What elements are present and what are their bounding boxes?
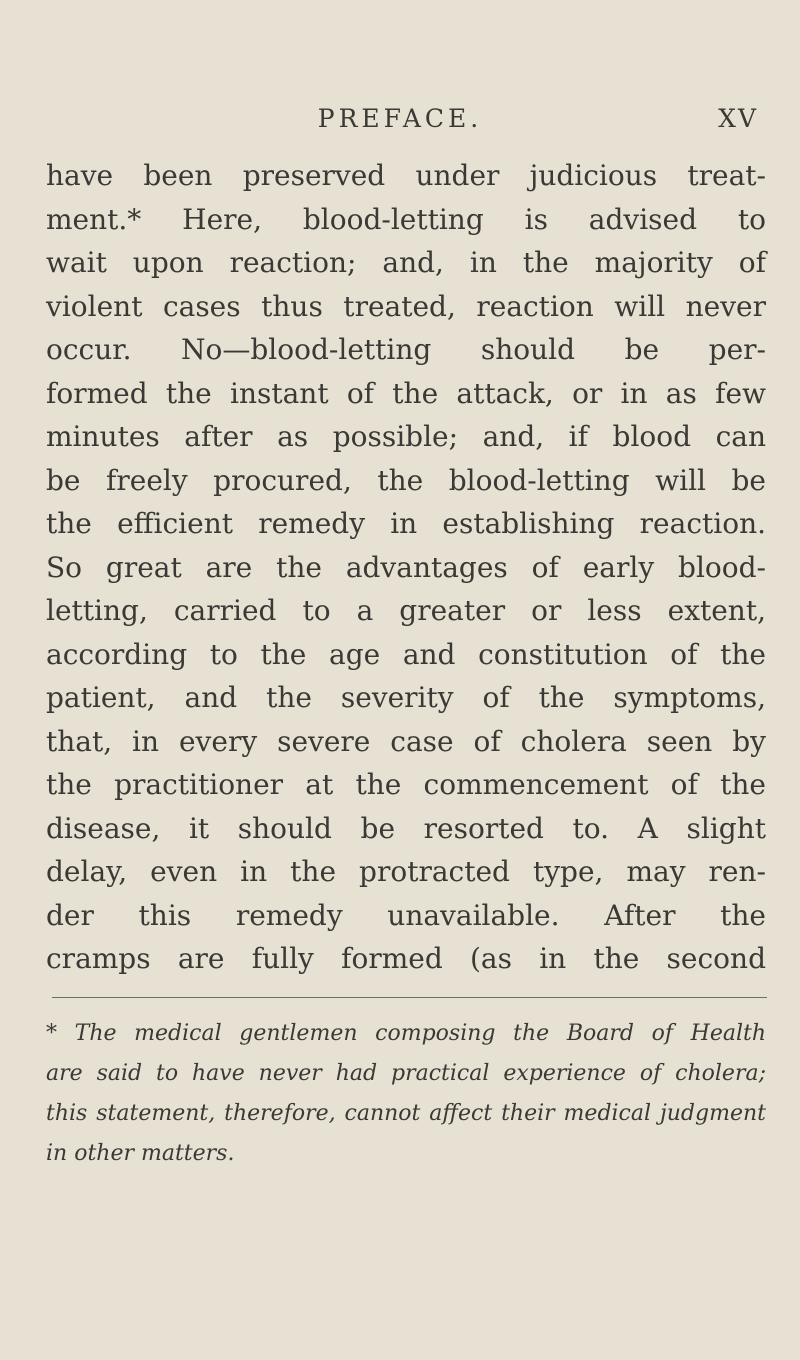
text-line: cramps are fully formed (as in the second	[46, 942, 766, 975]
text-line: disease, it should be resorted to. A slight	[46, 811, 766, 845]
running-title: PREFACE.	[317, 104, 483, 133]
text-line: according to the age and constitution of the	[46, 637, 766, 671]
text-line: the practitioner at the commencement of the	[46, 768, 766, 801]
text-line: occur. No—blood-letting should be per-	[46, 333, 766, 366]
text-line: letting, carried to a greater or less extent,	[46, 594, 766, 627]
text-line: So great are the advantages of early blood-	[46, 550, 766, 584]
text-line: have been preserved under judicious treat-	[46, 159, 766, 192]
text-line: delay, even in the protracted type, may ren-	[46, 855, 766, 888]
text-line: formed the instant of the attack, or in as few	[46, 376, 766, 410]
text-line: that, in every severe case of cholera seen by	[46, 724, 766, 758]
footnote-line: in other matters.	[46, 1140, 235, 1166]
text-line: ment.* Here, blood-letting is advised to	[46, 202, 766, 236]
footnote-rule	[52, 997, 767, 998]
text-line: patient, and the severity of the symptoms,	[46, 681, 766, 714]
text-line: the efficient remedy in establishing reaction.	[46, 507, 766, 540]
text-line: der this remedy unavailable. After the	[46, 898, 766, 932]
text-line: be freely procured, the blood-letting will be	[46, 463, 766, 497]
text-line: wait upon reaction; and, in the majority of	[46, 246, 766, 279]
footnote-line: this statement, therefore, cannot affect their medical judgment	[46, 1100, 766, 1126]
text-line: violent cases thus treated, reaction will never	[46, 289, 766, 323]
running-head	[0, 104, 800, 144]
page-number: XV	[718, 104, 758, 133]
footnote-line: * The medical gentlemen composing the Board of Health	[46, 1020, 766, 1046]
footnote-line: are said to have never had practical experience of cholera;	[46, 1060, 766, 1086]
text-line: minutes after as possible; and, if blood can	[46, 420, 766, 453]
